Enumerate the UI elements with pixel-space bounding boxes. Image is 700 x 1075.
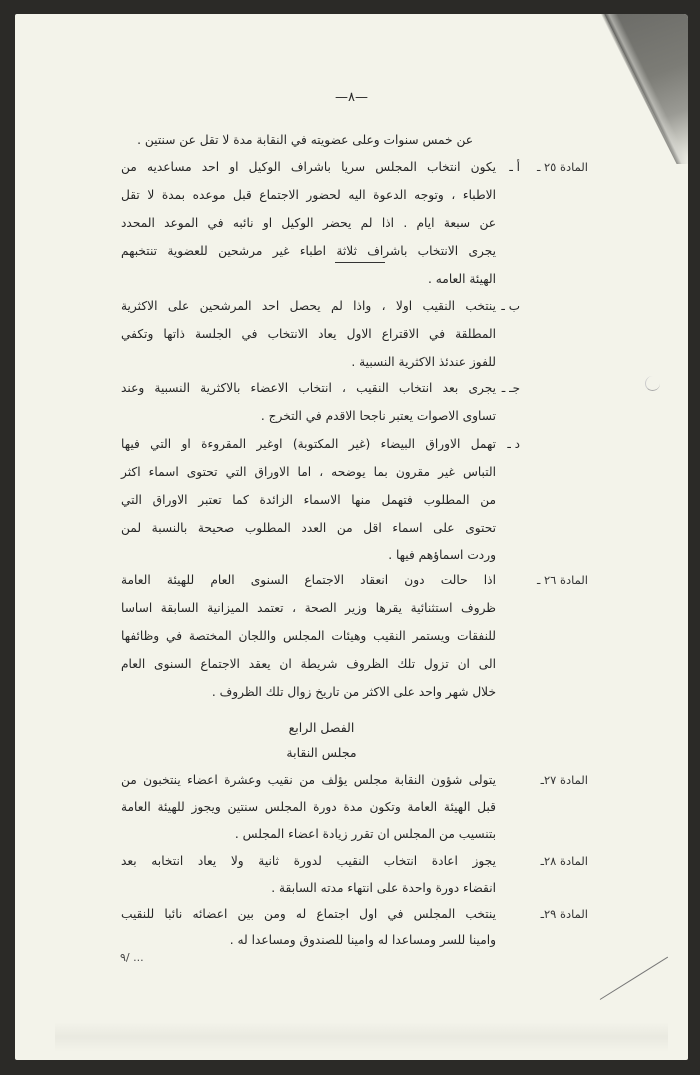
continuation-mark: ٩/ ... [120,951,144,964]
text-line: تساوى الاصوات يعتبر ناجحا الاقدم في التخرج . [260,409,496,423]
text-line: المطلقة في الاقتراع الاول يعاد الانتخاب في الجلسة ذاتها وتكفي [121,327,496,341]
text-line: ينتخب النقيب اولا ، واذا لم يحصل احد المرشحين على الاكثرية [121,299,496,313]
punch-hole-mark [645,376,660,391]
text-line: يتولى شؤون النقابة مجلس يؤلف من نقيب وعشرة اعضاء ينتخبون من [121,773,496,787]
text-line: تهمل الاوراق البيضاء (غير المكتوبة) اوغير المقروءة او التي فيها [121,437,496,451]
text-line: من المطلوب فتهمل منها الاسماء الزائدة كما تعتبر الاوراق التي [121,493,496,507]
item-letter-b: ب ـ [501,299,520,313]
text-line: قبل الهيئة العامة وتكون مدة دورة المجلس سنتين ويجوز للهيئة العامة [121,800,496,814]
page-curl-edge [593,14,688,164]
text-line: يجوز اعادة انتخاب النقيب لدورة ثانية ولا يعاد انتخابه بعد [121,854,496,868]
article-label-29: المادة ٢٩ـ [540,907,588,921]
article-label-27: المادة ٢٧ـ [540,773,588,787]
document-page [15,14,688,1060]
chapter-heading: الفصل الرابع [288,720,355,735]
handwritten-underline [335,262,385,263]
text-line: وامينا للسر ومساعدا له وامينا للصندوق ومساعدا له . [229,933,496,947]
text-line: وردت اسماؤهم فيها . [388,548,496,562]
text-line: الى ان تزول تلك الظروف شريطة ان يعقد الاجتماع السنوى العام [121,657,496,671]
text-line: ينتخب المجلس في اول اجتماع له ومن بين اعضائه نائبا للنقيب [121,907,496,921]
text-line: يكون انتخاب المجلس سريا باشراف الوكيل او احد مساعديه من [121,160,496,174]
pencil-stroke [600,957,668,1000]
item-letter-d: د ـ [507,437,520,451]
text-line: ظروف استثنائية يقرها وزير الصحة ، تعتمد الميزانية السابقة اساسا [121,601,496,615]
article-label-26: المادة ٢٦ ـ [536,573,588,587]
text-line: انقضاء دورة واحدة على انتهاء مدته السابقة . [271,881,496,895]
text-line: التباس غير مقرون بما يوضحه ، اما الاوراق التي تحتوى اسماء اكثر [121,465,496,479]
text-line: يجرى الانتخاب باشراف ثلاثة اطباء غير مرشحين للعضوية تنتخبهم [121,244,496,258]
article-label-25: المادة ٢٥ ـ [536,160,588,174]
text-line: اذا حالت دون انعقاد الاجتماع السنوى العام للهيئة العامة [121,573,496,587]
text-line: عن سبعة ايام . اذا لم يحضر الوكيل او نائبه في الموعد المحدد [121,216,496,230]
text-line: للفوز عندئذ الاكثرية النسبية . [351,355,496,369]
text-line: خلال شهر واحد على الاكثر من تاريخ زوال تلك الظروف . [211,685,496,699]
chapter-subheading: مجلس النقابة [286,745,357,760]
text-line: بتنسيب من المجلس ان تقرر زيادة اعضاء المجلس . [234,827,496,841]
item-letter-a: أ ـ [509,160,520,174]
item-letter-c: جـ ـ [501,381,520,395]
article-label-28: المادة ٢٨ـ [540,854,588,868]
text-line: عن خمس سنوات وعلى عضويته في النقابة مدة لا تقل عن سنتين . [137,133,473,147]
text-line: الهيئة العامه . [428,272,496,286]
page-number: —٨— [335,90,368,105]
text-line: الاطباء ، وتوجه الدعوة اليه لحضور الاجتماع قبل موعده بمدة لا تقل [121,188,496,202]
text-line: تحتوى على اسماء اقل من العدد المطلوب صحيحة بالنسبة لمن [121,521,496,535]
text-line: للنفقات ويستمر النقيب وهيئات المجلس واللجان المختصة في وظائفها [121,629,496,643]
text-line: يجرى بعد انتخاب النقيب ، انتخاب الاعضاء بالاكثرية النسبية وعند [121,381,496,395]
